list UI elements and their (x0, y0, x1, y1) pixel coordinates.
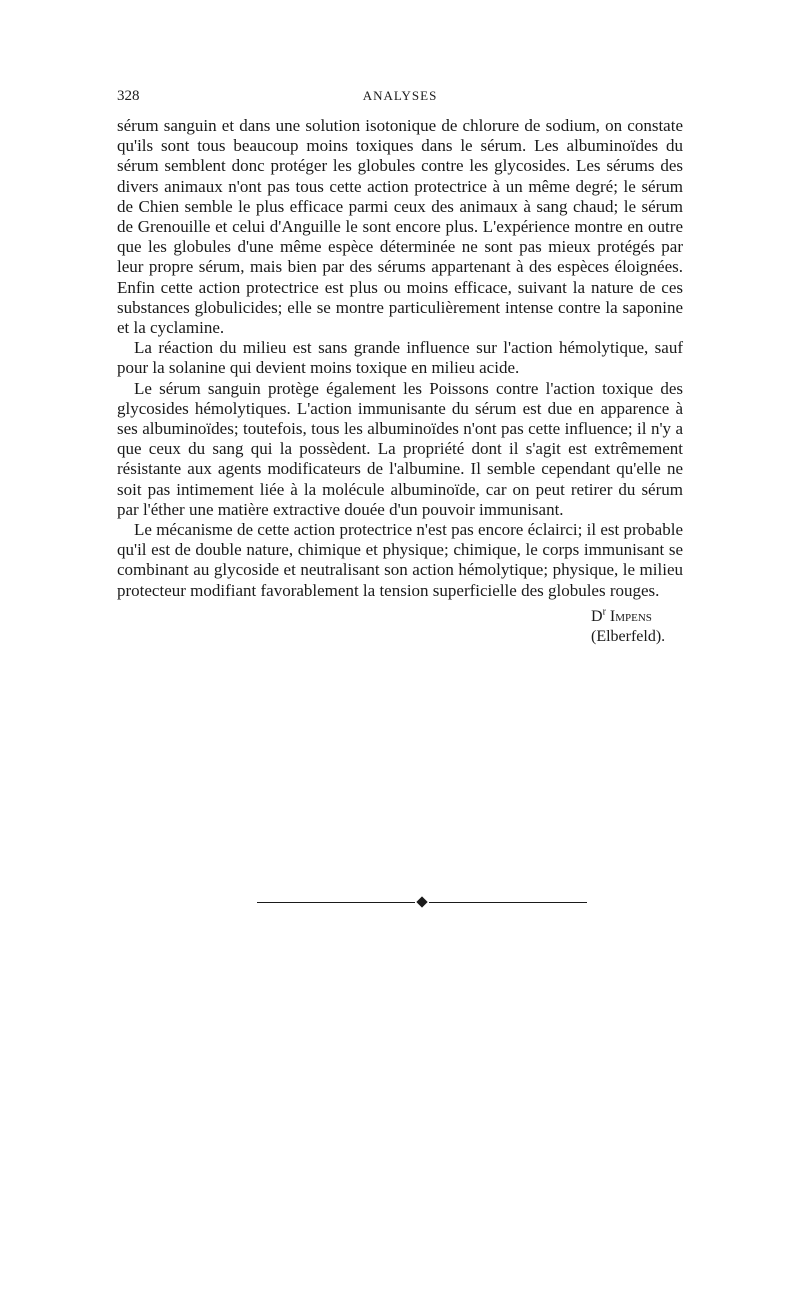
section-end-ornament (257, 896, 587, 910)
author-surname: Impens (609, 607, 652, 625)
page-header (117, 88, 683, 110)
running-title: ANALYSES (362, 88, 438, 103)
paragraph: sérum sanguin et dans une solution isotonique de chlorure de sodium, on constate qu'ils sont tous beaucoup moins toxiques dans le sérum. Les albuminoïdes du sérum semblent donc protéger les globules contre les glycosides. Les sérums des divers animaux n'ont pas tous cette action protectrice à un même degré; le sérum de Chien semble le plus efficace parmi ceux des animaux à sang chaud; le sérum de Grenouille et celui d'Anguille le sont encore plus. L'expérience montre en outre que les globules d'une même espèce déterminée ne sont pas mieux protégés par leur propre sérum, mais bien par des sérums appartenant à des espèces éloignées. Enfin cette action protectrice est plus ou moins efficace, suivant la nature de ces substances globulicides; elle se montre particulièrement intense contre la saponine et la cyclamine. (117, 116, 683, 338)
paragraph: Le mécanisme de cette action protectrice n'est pas encore éclairci; il est probable qu'il est de double nature, chimique et physique; chimique, le corps immunisant se combinant au glycoside et neutralisant son action hémolytique; physique, le milieu protecteur modifiant favorablement la tension superficielle des globules rouges. (117, 520, 683, 600)
author-name (591, 607, 683, 627)
ornament-rule-left (257, 902, 415, 903)
ornament-rule-right (429, 902, 587, 903)
article-body (117, 116, 683, 647)
author-title-suffix: r (602, 606, 606, 618)
author-location: (Elberfeld). (591, 627, 666, 645)
diamond-icon (416, 896, 427, 907)
paragraph: La réaction du milieu est sans grande influence sur l'action hémolytique, sauf pour la solanine qui devient moins toxique en milieu acide. (117, 338, 683, 378)
page-number: 328 (117, 88, 140, 104)
author-signature (591, 607, 683, 647)
paragraph: Le sérum sanguin protège également les Poissons contre l'action toxique des glycosides hémolytiques. L'action immunisante du sérum est due en apparence à ses albuminoïdes; toutefois, tous les albuminoïdes n'ont pas cette influence; il n'y a que ceux du sang qui la possèdent. La propriété dont il s'agit est extrêmement résistante aux agents modificateurs de l'albumine. Il semble cependant qu'elle ne soit pas intimement liée à la molécule albuminoïde, car on peut retirer du sérum par l'éther une matière extractive douée d'un pouvoir immunisant. (117, 378, 683, 519)
author-title: D (591, 607, 603, 625)
